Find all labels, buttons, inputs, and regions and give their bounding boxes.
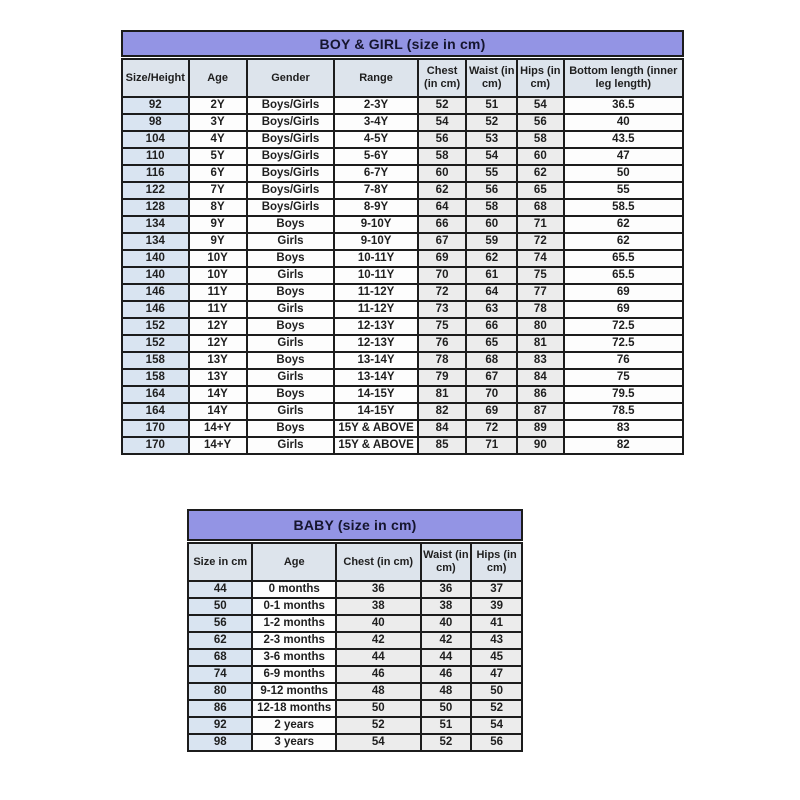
cell: 146 — [122, 284, 189, 301]
cell: 66 — [418, 216, 467, 233]
table-row — [188, 581, 522, 598]
cell: 11-12Y — [334, 301, 417, 318]
cell: 69 — [564, 284, 683, 301]
cell: Girls — [247, 233, 335, 250]
table-row — [188, 649, 522, 666]
cell: 63 — [466, 301, 517, 318]
cell: 8-9Y — [334, 199, 417, 216]
cell: 13Y — [189, 352, 247, 369]
cell: 1-2 months — [252, 615, 336, 632]
cell: 65.5 — [564, 267, 683, 284]
cell: 36.5 — [564, 97, 683, 114]
cell: 13Y — [189, 369, 247, 386]
table-row — [122, 114, 683, 131]
header-row — [188, 543, 522, 581]
column-header: Waist (in cm) — [466, 59, 517, 97]
cell: 84 — [418, 420, 467, 437]
cell: Girls — [247, 335, 335, 352]
cell: 87 — [517, 403, 563, 420]
cell: 158 — [122, 369, 189, 386]
cell: 56 — [471, 734, 522, 751]
cell: 55 — [466, 165, 517, 182]
cell: 44 — [421, 649, 472, 666]
cell: Boys — [247, 284, 335, 301]
table-row — [122, 199, 683, 216]
cell: 50 — [336, 700, 421, 717]
cell: 81 — [418, 386, 467, 403]
cell: 52 — [466, 114, 517, 131]
cell: 14+Y — [189, 437, 247, 454]
cell: 56 — [517, 114, 563, 131]
cell: 54 — [336, 734, 421, 751]
cell: 86 — [188, 700, 252, 717]
cell: 52 — [418, 97, 467, 114]
cell: 12-18 months — [252, 700, 336, 717]
cell: 66 — [466, 318, 517, 335]
table-row — [122, 420, 683, 437]
cell: Boys — [247, 352, 335, 369]
cell: 76 — [564, 352, 683, 369]
cell: 98 — [188, 734, 252, 751]
cell: 89 — [517, 420, 563, 437]
cell: 54 — [517, 97, 563, 114]
cell: 62 — [564, 233, 683, 250]
cell: 67 — [466, 369, 517, 386]
baby-table — [187, 542, 523, 752]
column-header: Waist (in cm) — [421, 543, 472, 581]
cell: 140 — [122, 267, 189, 284]
cell: 4-5Y — [334, 131, 417, 148]
cell: 74 — [188, 666, 252, 683]
table-row — [122, 301, 683, 318]
table-row — [188, 598, 522, 615]
column-header: Chest (in cm) — [418, 59, 467, 97]
cell: 40 — [564, 114, 683, 131]
cell: 46 — [336, 666, 421, 683]
cell: 70 — [418, 267, 467, 284]
cell: 9-10Y — [334, 216, 417, 233]
cell: 164 — [122, 403, 189, 420]
cell: 50 — [471, 683, 522, 700]
cell: 122 — [122, 182, 189, 199]
cell: 7Y — [189, 182, 247, 199]
cell: 42 — [336, 632, 421, 649]
cell: 116 — [122, 165, 189, 182]
cell: 110 — [122, 148, 189, 165]
cell: 54 — [466, 148, 517, 165]
cell: 2-3Y — [334, 97, 417, 114]
cell: 7-8Y — [334, 182, 417, 199]
cell: 60 — [517, 148, 563, 165]
cell: 56 — [188, 615, 252, 632]
cell: 72 — [466, 420, 517, 437]
cell: 0-1 months — [252, 598, 336, 615]
cell: 2-3 months — [252, 632, 336, 649]
boy-girl-table — [121, 58, 684, 455]
cell: 71 — [517, 216, 563, 233]
cell: Girls — [247, 301, 335, 318]
cell: 61 — [466, 267, 517, 284]
column-header: Size/Height — [122, 59, 189, 97]
table-row — [122, 97, 683, 114]
cell: 84 — [517, 369, 563, 386]
table-row — [122, 284, 683, 301]
table-row — [188, 717, 522, 734]
cell: Boys/Girls — [247, 182, 335, 199]
cell: 71 — [466, 437, 517, 454]
cell: 3-4Y — [334, 114, 417, 131]
cell: 2Y — [189, 97, 247, 114]
cell: 41 — [471, 615, 522, 632]
cell: 44 — [188, 581, 252, 598]
cell: 46 — [421, 666, 472, 683]
cell: 82 — [564, 437, 683, 454]
cell: 83 — [564, 420, 683, 437]
cell: 128 — [122, 199, 189, 216]
table-row — [122, 386, 683, 403]
cell: 68 — [517, 199, 563, 216]
cell: 9Y — [189, 216, 247, 233]
cell: Boys — [247, 250, 335, 267]
cell: 8Y — [189, 199, 247, 216]
cell: 5Y — [189, 148, 247, 165]
table-row — [122, 352, 683, 369]
cell: 50 — [421, 700, 472, 717]
cell: 62 — [517, 165, 563, 182]
cell: 72 — [418, 284, 467, 301]
cell: 76 — [418, 335, 467, 352]
cell: 73 — [418, 301, 467, 318]
cell: Girls — [247, 403, 335, 420]
table-row — [122, 182, 683, 199]
baby-size-chart — [187, 509, 523, 752]
cell: 37 — [471, 581, 522, 598]
cell: 52 — [421, 734, 472, 751]
column-header: Age — [252, 543, 336, 581]
cell: 59 — [466, 233, 517, 250]
cell: 80 — [188, 683, 252, 700]
cell: 50 — [188, 598, 252, 615]
cell: 43.5 — [564, 131, 683, 148]
cell: 140 — [122, 250, 189, 267]
column-header: Hips (in cm) — [517, 59, 563, 97]
cell: 48 — [421, 683, 472, 700]
cell: 70 — [466, 386, 517, 403]
cell: 0 months — [252, 581, 336, 598]
cell: 10-11Y — [334, 250, 417, 267]
cell: 86 — [517, 386, 563, 403]
cell: 6-7Y — [334, 165, 417, 182]
table-row — [122, 148, 683, 165]
cell: 50 — [564, 165, 683, 182]
cell: 36 — [336, 581, 421, 598]
cell: 62 — [188, 632, 252, 649]
cell: 68 — [466, 352, 517, 369]
table-row — [188, 666, 522, 683]
baby-table-title: BABY (size in cm) — [187, 509, 523, 541]
cell: 51 — [466, 97, 517, 114]
cell: 14+Y — [189, 420, 247, 437]
cell: Boys/Girls — [247, 114, 335, 131]
cell: 56 — [418, 131, 467, 148]
table-row — [188, 700, 522, 717]
cell: 64 — [466, 284, 517, 301]
cell: 78 — [418, 352, 467, 369]
cell: 134 — [122, 233, 189, 250]
table-row — [122, 267, 683, 284]
cell: 72.5 — [564, 318, 683, 335]
header-row — [122, 59, 683, 97]
cell: 36 — [421, 581, 472, 598]
cell: 14-15Y — [334, 403, 417, 420]
cell: 38 — [421, 598, 472, 615]
cell: 158 — [122, 352, 189, 369]
column-header: Size in cm — [188, 543, 252, 581]
cell: 69 — [418, 250, 467, 267]
cell: 58 — [418, 148, 467, 165]
cell: 81 — [517, 335, 563, 352]
cell: 40 — [336, 615, 421, 632]
cell: Boys — [247, 318, 335, 335]
cell: 40 — [421, 615, 472, 632]
cell: 52 — [471, 700, 522, 717]
cell: 62 — [564, 216, 683, 233]
cell: 146 — [122, 301, 189, 318]
cell: 68 — [188, 649, 252, 666]
column-header: Range — [334, 59, 417, 97]
cell: 79.5 — [564, 386, 683, 403]
cell: 152 — [122, 318, 189, 335]
cell: 9-12 months — [252, 683, 336, 700]
cell: 58 — [517, 131, 563, 148]
cell: Boys/Girls — [247, 131, 335, 148]
cell: 69 — [564, 301, 683, 318]
cell: 5-6Y — [334, 148, 417, 165]
cell: 72.5 — [564, 335, 683, 352]
cell: 53 — [466, 131, 517, 148]
cell: 90 — [517, 437, 563, 454]
column-header: Chest (in cm) — [336, 543, 421, 581]
cell: 164 — [122, 386, 189, 403]
cell: 4Y — [189, 131, 247, 148]
cell: 6Y — [189, 165, 247, 182]
cell: 51 — [421, 717, 472, 734]
cell: 11-12Y — [334, 284, 417, 301]
cell: Boys — [247, 420, 335, 437]
table-row — [122, 437, 683, 454]
column-header: Age — [189, 59, 247, 97]
cell: 12Y — [189, 335, 247, 352]
cell: 134 — [122, 216, 189, 233]
cell: 60 — [466, 216, 517, 233]
table-row — [188, 734, 522, 751]
cell: 78.5 — [564, 403, 683, 420]
table-row — [188, 683, 522, 700]
cell: 38 — [336, 598, 421, 615]
cell: 64 — [418, 199, 467, 216]
boy-girl-size-chart — [121, 30, 684, 455]
cell: 43 — [471, 632, 522, 649]
table-row — [122, 403, 683, 420]
cell: 11Y — [189, 301, 247, 318]
cell: 62 — [466, 250, 517, 267]
table-row — [122, 318, 683, 335]
cell: 47 — [564, 148, 683, 165]
cell: Boys — [247, 216, 335, 233]
cell: 6-9 months — [252, 666, 336, 683]
cell: 75 — [564, 369, 683, 386]
cell: 11Y — [189, 284, 247, 301]
cell: 10Y — [189, 267, 247, 284]
table-row — [122, 250, 683, 267]
cell: 48 — [336, 683, 421, 700]
cell: Boys — [247, 386, 335, 403]
cell: 15Y & ABOVE — [334, 437, 417, 454]
cell: 56 — [466, 182, 517, 199]
cell: 65 — [466, 335, 517, 352]
cell: 39 — [471, 598, 522, 615]
cell: 62 — [418, 182, 467, 199]
cell: 65 — [517, 182, 563, 199]
cell: 104 — [122, 131, 189, 148]
cell: 78 — [517, 301, 563, 318]
cell: 152 — [122, 335, 189, 352]
cell: 14Y — [189, 386, 247, 403]
cell: Girls — [247, 267, 335, 284]
cell: 75 — [517, 267, 563, 284]
cell: 85 — [418, 437, 467, 454]
cell: 9-10Y — [334, 233, 417, 250]
cell: 14Y — [189, 403, 247, 420]
cell: 13-14Y — [334, 352, 417, 369]
cell: 14-15Y — [334, 386, 417, 403]
cell: 44 — [336, 649, 421, 666]
cell: 75 — [418, 318, 467, 335]
column-header: Gender — [247, 59, 335, 97]
cell: 80 — [517, 318, 563, 335]
table-row — [122, 216, 683, 233]
cell: Girls — [247, 369, 335, 386]
cell: 2 years — [252, 717, 336, 734]
cell: 82 — [418, 403, 467, 420]
cell: 58 — [466, 199, 517, 216]
cell: Boys/Girls — [247, 97, 335, 114]
cell: Boys/Girls — [247, 148, 335, 165]
cell: 74 — [517, 250, 563, 267]
cell: 10Y — [189, 250, 247, 267]
cell: 170 — [122, 437, 189, 454]
cell: 58.5 — [564, 199, 683, 216]
cell: 98 — [122, 114, 189, 131]
cell: Boys/Girls — [247, 165, 335, 182]
cell: 45 — [471, 649, 522, 666]
cell: 52 — [336, 717, 421, 734]
cell: 12-13Y — [334, 318, 417, 335]
cell: 3 years — [252, 734, 336, 751]
column-header: Bottom length (inner leg length) — [564, 59, 683, 97]
cell: 42 — [421, 632, 472, 649]
table-row — [122, 131, 683, 148]
cell: 12Y — [189, 318, 247, 335]
cell: 10-11Y — [334, 267, 417, 284]
table-row — [122, 233, 683, 250]
cell: 79 — [418, 369, 467, 386]
table-row — [122, 335, 683, 352]
boy-girl-table-title: BOY & GIRL (size in cm) — [121, 30, 684, 57]
column-header: Hips (in cm) — [471, 543, 522, 581]
cell: 92 — [122, 97, 189, 114]
cell: 9Y — [189, 233, 247, 250]
cell: 12-13Y — [334, 335, 417, 352]
cell: 13-14Y — [334, 369, 417, 386]
cell: 55 — [564, 182, 683, 199]
cell: Girls — [247, 437, 335, 454]
cell: 65.5 — [564, 250, 683, 267]
cell: 47 — [471, 666, 522, 683]
table-row — [188, 632, 522, 649]
cell: 92 — [188, 717, 252, 734]
table-row — [188, 615, 522, 632]
cell: 77 — [517, 284, 563, 301]
cell: 170 — [122, 420, 189, 437]
cell: 67 — [418, 233, 467, 250]
table-row — [122, 369, 683, 386]
cell: 3Y — [189, 114, 247, 131]
table-row — [122, 165, 683, 182]
cell: 69 — [466, 403, 517, 420]
cell: 3-6 months — [252, 649, 336, 666]
cell: 54 — [471, 717, 522, 734]
cell: 72 — [517, 233, 563, 250]
cell: Boys/Girls — [247, 199, 335, 216]
cell: 83 — [517, 352, 563, 369]
cell: 54 — [418, 114, 467, 131]
cell: 60 — [418, 165, 467, 182]
cell: 15Y & ABOVE — [334, 420, 417, 437]
